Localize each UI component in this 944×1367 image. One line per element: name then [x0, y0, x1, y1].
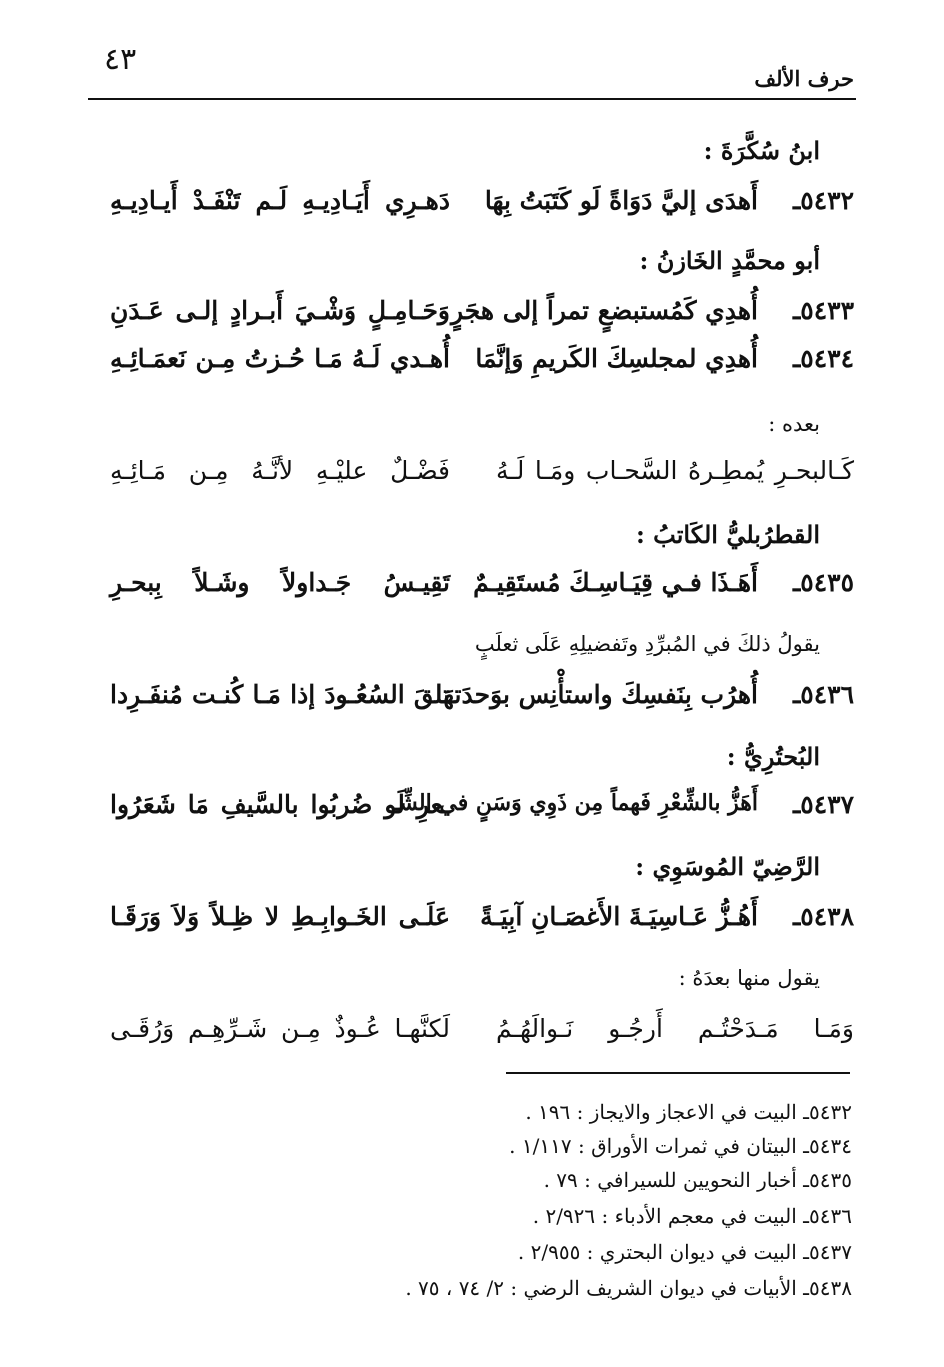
first-hemistich: أُهدِي كَمُستبضعٍ تمراً إلى هجَرٍ — [450, 296, 758, 325]
second-hemistich: ـعرِ لَو ضُربُوا بالسَّيفِ مَا شَعَرُوا — [110, 790, 450, 819]
verse-number: ٥٤٣٣ـ — [792, 296, 854, 325]
footnote: ٥٤٣٨ـ الأبيات في ديوان الشريف الرضي : ٢/ ٧٤ ، ٧٥ . — [405, 1276, 852, 1300]
first-hemistich: أُهدِي لمجلسِكَ الكَريمِ وَإنَّمَا — [475, 344, 758, 373]
verse-number: ٥٤٣٧ـ — [792, 790, 854, 819]
page-number: ٤٣ — [104, 42, 137, 77]
footnote: ٥٤٣٤ـ البيتان في ثمرات الأوراق : ١/١١٧ . — [509, 1134, 852, 1158]
second-hemistich: لَكنَّهـا عُـوذٌ مِـن شَـرِّهِـم وَرُقَـى — [110, 1014, 450, 1043]
footnote-rule — [506, 1072, 850, 1074]
second-hemistich: أُهـدي لَـهُ مَـا حُـزتُ مِـن نَعمَـائِـهِ — [110, 344, 450, 373]
verse-line — [110, 344, 854, 384]
footnote: ٥٤٣٥ـ أخبار النحويين للسيرافي : ٧٩ . — [543, 1168, 852, 1192]
first-hemistich: كَـالبحـرِ يُمطِـرهُ السَّحـاب ومَـا لَـهُ — [496, 456, 854, 485]
first-hemistich: وَمَـا مَـدَحْتُـم أَرجُـو نَـوالَهُـمُ — [496, 1014, 854, 1043]
first-hemistich: أَهَزُّ بالشِّعْرِ فَهماً مِن ذَوِي وَسَنٍ في الشِّـ — [392, 790, 758, 816]
first-hemistich: أَهُـزُّ عَـاسِيَـةَ الأَغصَـانِ آبِيَـةً — [480, 902, 758, 931]
header-rule — [88, 98, 856, 100]
verse-line — [110, 568, 854, 608]
poet-name: القطرُبليُّ الكَاتبُ : — [635, 520, 820, 549]
verse-line — [110, 790, 854, 830]
editor-note: يقول منها بعدَهُ : — [678, 966, 820, 990]
second-hemistich: عَلَـى الخَـوابِـطِ لا ظِـلاً وَلاَ وَرَقَـا — [110, 902, 450, 931]
verse-line-unnumbered — [110, 456, 854, 496]
second-hemistich: تلقَ السُعُـودَ إذا مَـا كُنـت مُنفَـرِدا — [110, 680, 450, 709]
poet-name: ابنُ سُكَّرَةَ : — [703, 136, 820, 165]
editor-note: يقولُ ذلكَ في المُبرِّدِ وتَفضيلِهِ عَلَى ثعلَبٍ — [474, 632, 820, 656]
poet-name: الرَّضِيّ المُوسَوِي : — [635, 852, 820, 881]
second-hemistich: وَحَـامِـلٍ وَشْـيَ أَبـرادٍ إلـى عَـدَنِ — [110, 296, 450, 325]
verse-number: ٥٤٣٨ـ — [792, 902, 854, 931]
first-hemistich: أَهدَى إليَّ دَوَاةً لَو كَتَبَتُ بِهَا — [484, 186, 758, 215]
editor-note: بعده : — [768, 412, 820, 436]
running-title: حرف الألف — [754, 66, 854, 91]
second-hemistich: تَقِيـسُ جَـداولاً وشَـلاً بِبحـرِ — [110, 568, 450, 597]
verse-line — [110, 902, 854, 942]
footnote: ٥٤٣٦ـ البيت في معجم الأدباء : ٢/٩٢٦ . — [532, 1204, 852, 1228]
second-hemistich: فَضْـلٌ عليْـهِ لأنَّـهُ مِـن مَـائِـهِ — [110, 456, 450, 485]
first-hemistich: أَهَـذَا فـي قِيَـاسِـكَ مُستَقِيـمٌ — [473, 568, 758, 597]
verse-line — [110, 680, 854, 720]
first-hemistich: أُهرُب بِنَفسِكَ واستأْنِس بوَحدَتهَا — [435, 680, 758, 709]
verse-number: ٥٤٣٥ـ — [792, 568, 854, 597]
verse-number: ٥٤٣٢ـ — [792, 186, 854, 215]
verse-number: ٥٤٣٤ـ — [792, 344, 854, 373]
footnote: ٥٤٣٧ـ البيت في ديوان البحتري : ٢/٩٥٥ . — [517, 1240, 852, 1264]
verse-line — [110, 296, 854, 336]
poet-name: البُحتُرِيُّ : — [726, 742, 820, 771]
second-hemistich: دَهـرِي أَيَـادِيـهِ لَـم تَنْفَـدْ أَيـادِيـهِ — [110, 186, 450, 215]
poet-name: أبو محمَّدٍ الخَازنُ : — [639, 246, 820, 275]
verse-number: ٥٤٣٦ـ — [792, 680, 854, 709]
footnote: ٥٤٣٢ـ البيت في الاعجاز والايجاز : ١٩٦ . — [525, 1100, 852, 1124]
verse-line — [110, 186, 854, 226]
verse-line-unnumbered — [110, 1014, 854, 1054]
